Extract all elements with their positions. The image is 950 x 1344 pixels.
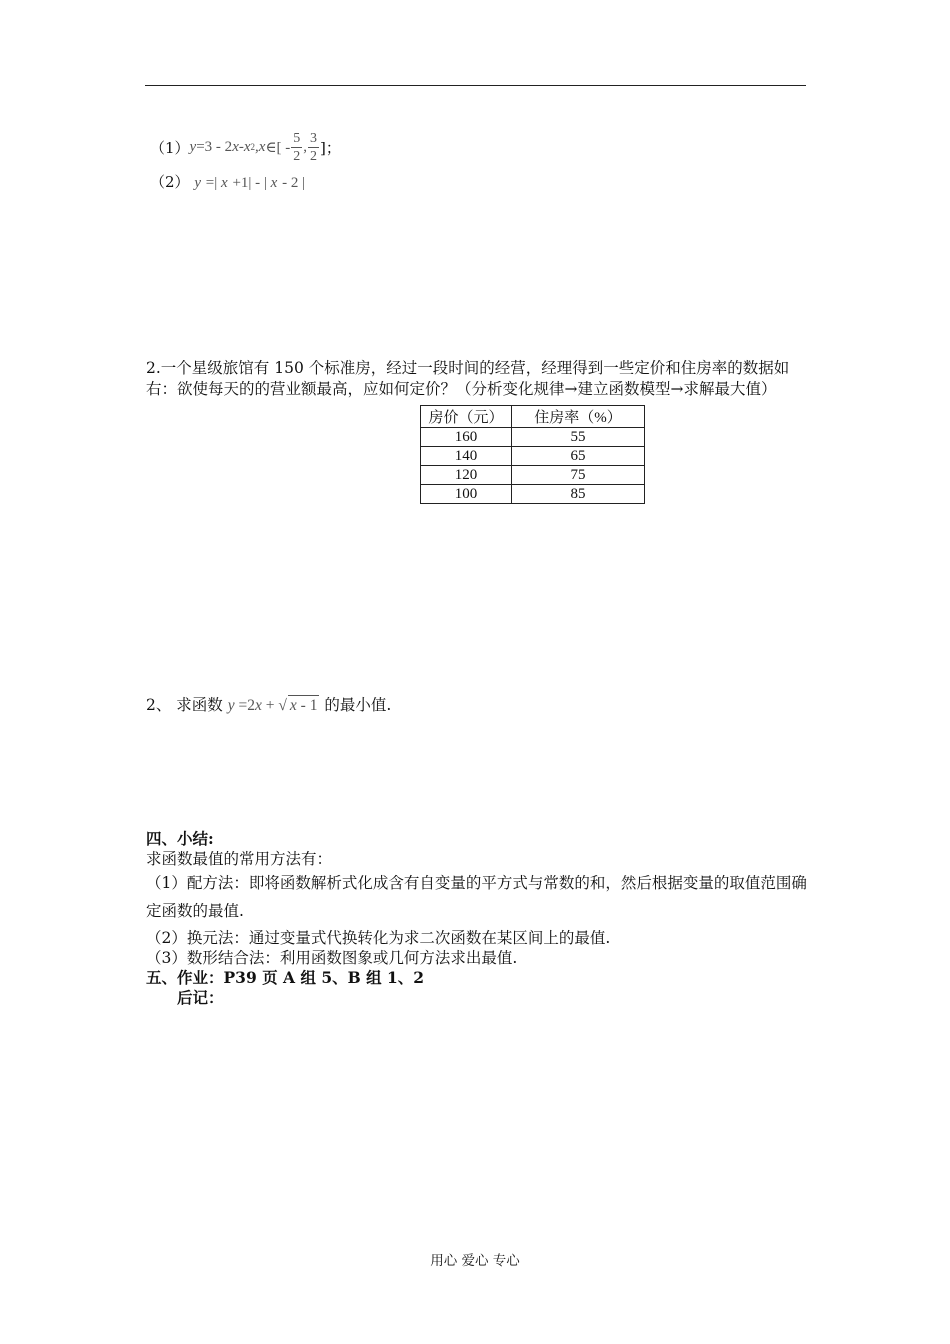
denominator: 2 xyxy=(310,148,318,164)
numerator: 3 xyxy=(310,130,318,146)
expr-part: - 2 | xyxy=(282,175,306,191)
var-x: x xyxy=(270,175,278,191)
price-occupancy-table xyxy=(420,405,645,504)
expr-part: +1| - | xyxy=(232,175,271,191)
problem-3-prefix: 2、 求函数 xyxy=(146,696,228,714)
table-cell: 85 xyxy=(512,485,645,504)
table-cell: 75 xyxy=(512,466,645,485)
expr-part: ∈[ - xyxy=(265,139,291,156)
notes-heading: 后记： xyxy=(177,988,224,1007)
summary-section xyxy=(146,829,810,1008)
fraction-five-halves xyxy=(291,130,302,165)
expr-part: , xyxy=(255,138,259,155)
problem-1-part-1 xyxy=(150,126,341,168)
table-row xyxy=(421,466,645,485)
var-x: x xyxy=(289,697,297,714)
var-y: y xyxy=(227,697,235,714)
expr-part: =2 xyxy=(234,697,255,714)
fraction-three-halves xyxy=(308,130,319,165)
table-cell: 100 xyxy=(421,485,512,504)
problem-3-suffix: 的最小值. xyxy=(319,696,392,714)
column-header-occupancy: 住房率（%） xyxy=(512,406,645,428)
table-cell: 55 xyxy=(512,428,645,447)
column-header-price: 房价（元） xyxy=(421,406,512,428)
expr-part: - xyxy=(238,138,244,155)
numerator: 5 xyxy=(293,130,301,146)
homework-heading: 五、作业：P39 页 A 组 5、B 组 1、2 xyxy=(146,968,425,987)
part-1-label: （1） xyxy=(150,138,190,157)
part-2-label: （2） xyxy=(150,173,190,191)
method-2: （2）换元法：通过变量式代换转化为求二次函数在某区间上的最值. xyxy=(146,929,611,947)
expr-part: =3 - 2 xyxy=(196,138,233,155)
table-cell: 140 xyxy=(421,447,512,466)
method-1: （1）配方法：即将函数解析式化成含有自变量的平方式与常数的和，然后根据变量的取值范围确定函数的最值. xyxy=(146,874,807,920)
table-row xyxy=(421,447,645,466)
page-footer: 用心 爱心 专心 xyxy=(430,1253,520,1269)
problem-2-text: 2.一个星级旅馆有 150 个标准房，经过一段时间的经营，经理得到一些定价和住房率的数据如右：欲使每天的的营业额最高，应如何定价？（分析变化规律→建立函数模型→求解最大值） xyxy=(146,359,790,398)
var-x: x xyxy=(221,175,228,191)
table-row xyxy=(421,485,645,504)
expr-part: =| xyxy=(205,175,221,191)
table-cell: 120 xyxy=(421,466,512,485)
var-x: x xyxy=(243,138,251,155)
summary-heading: 四、小结: xyxy=(146,829,214,848)
table-cell: 160 xyxy=(421,428,512,447)
var-y: y xyxy=(194,175,201,191)
expr-part: ]； xyxy=(320,138,341,157)
denominator: 2 xyxy=(293,148,301,164)
sqrt-radicand xyxy=(288,695,320,715)
header-rule xyxy=(145,85,806,86)
exponent: 2 xyxy=(250,142,256,152)
var-x: x xyxy=(254,697,262,714)
table-header-row xyxy=(421,406,645,428)
var-x: x xyxy=(258,138,266,155)
var-y: y xyxy=(189,138,197,155)
var-x: x xyxy=(232,138,239,155)
method-3: （3）数形结合法：利用函数图象或几何方法求出最值. xyxy=(146,949,518,967)
problem-1-part-2 xyxy=(150,171,305,192)
expr-part: - 1 xyxy=(296,697,318,714)
table-cell: 65 xyxy=(512,447,645,466)
expr-part: + xyxy=(261,697,279,714)
sqrt-sign-icon: √ xyxy=(278,697,287,714)
problem-3 xyxy=(146,693,391,715)
expr-part: , xyxy=(303,138,308,155)
summary-intro: 求函数最值的常用方法有： xyxy=(146,850,333,868)
table-row xyxy=(421,428,645,447)
